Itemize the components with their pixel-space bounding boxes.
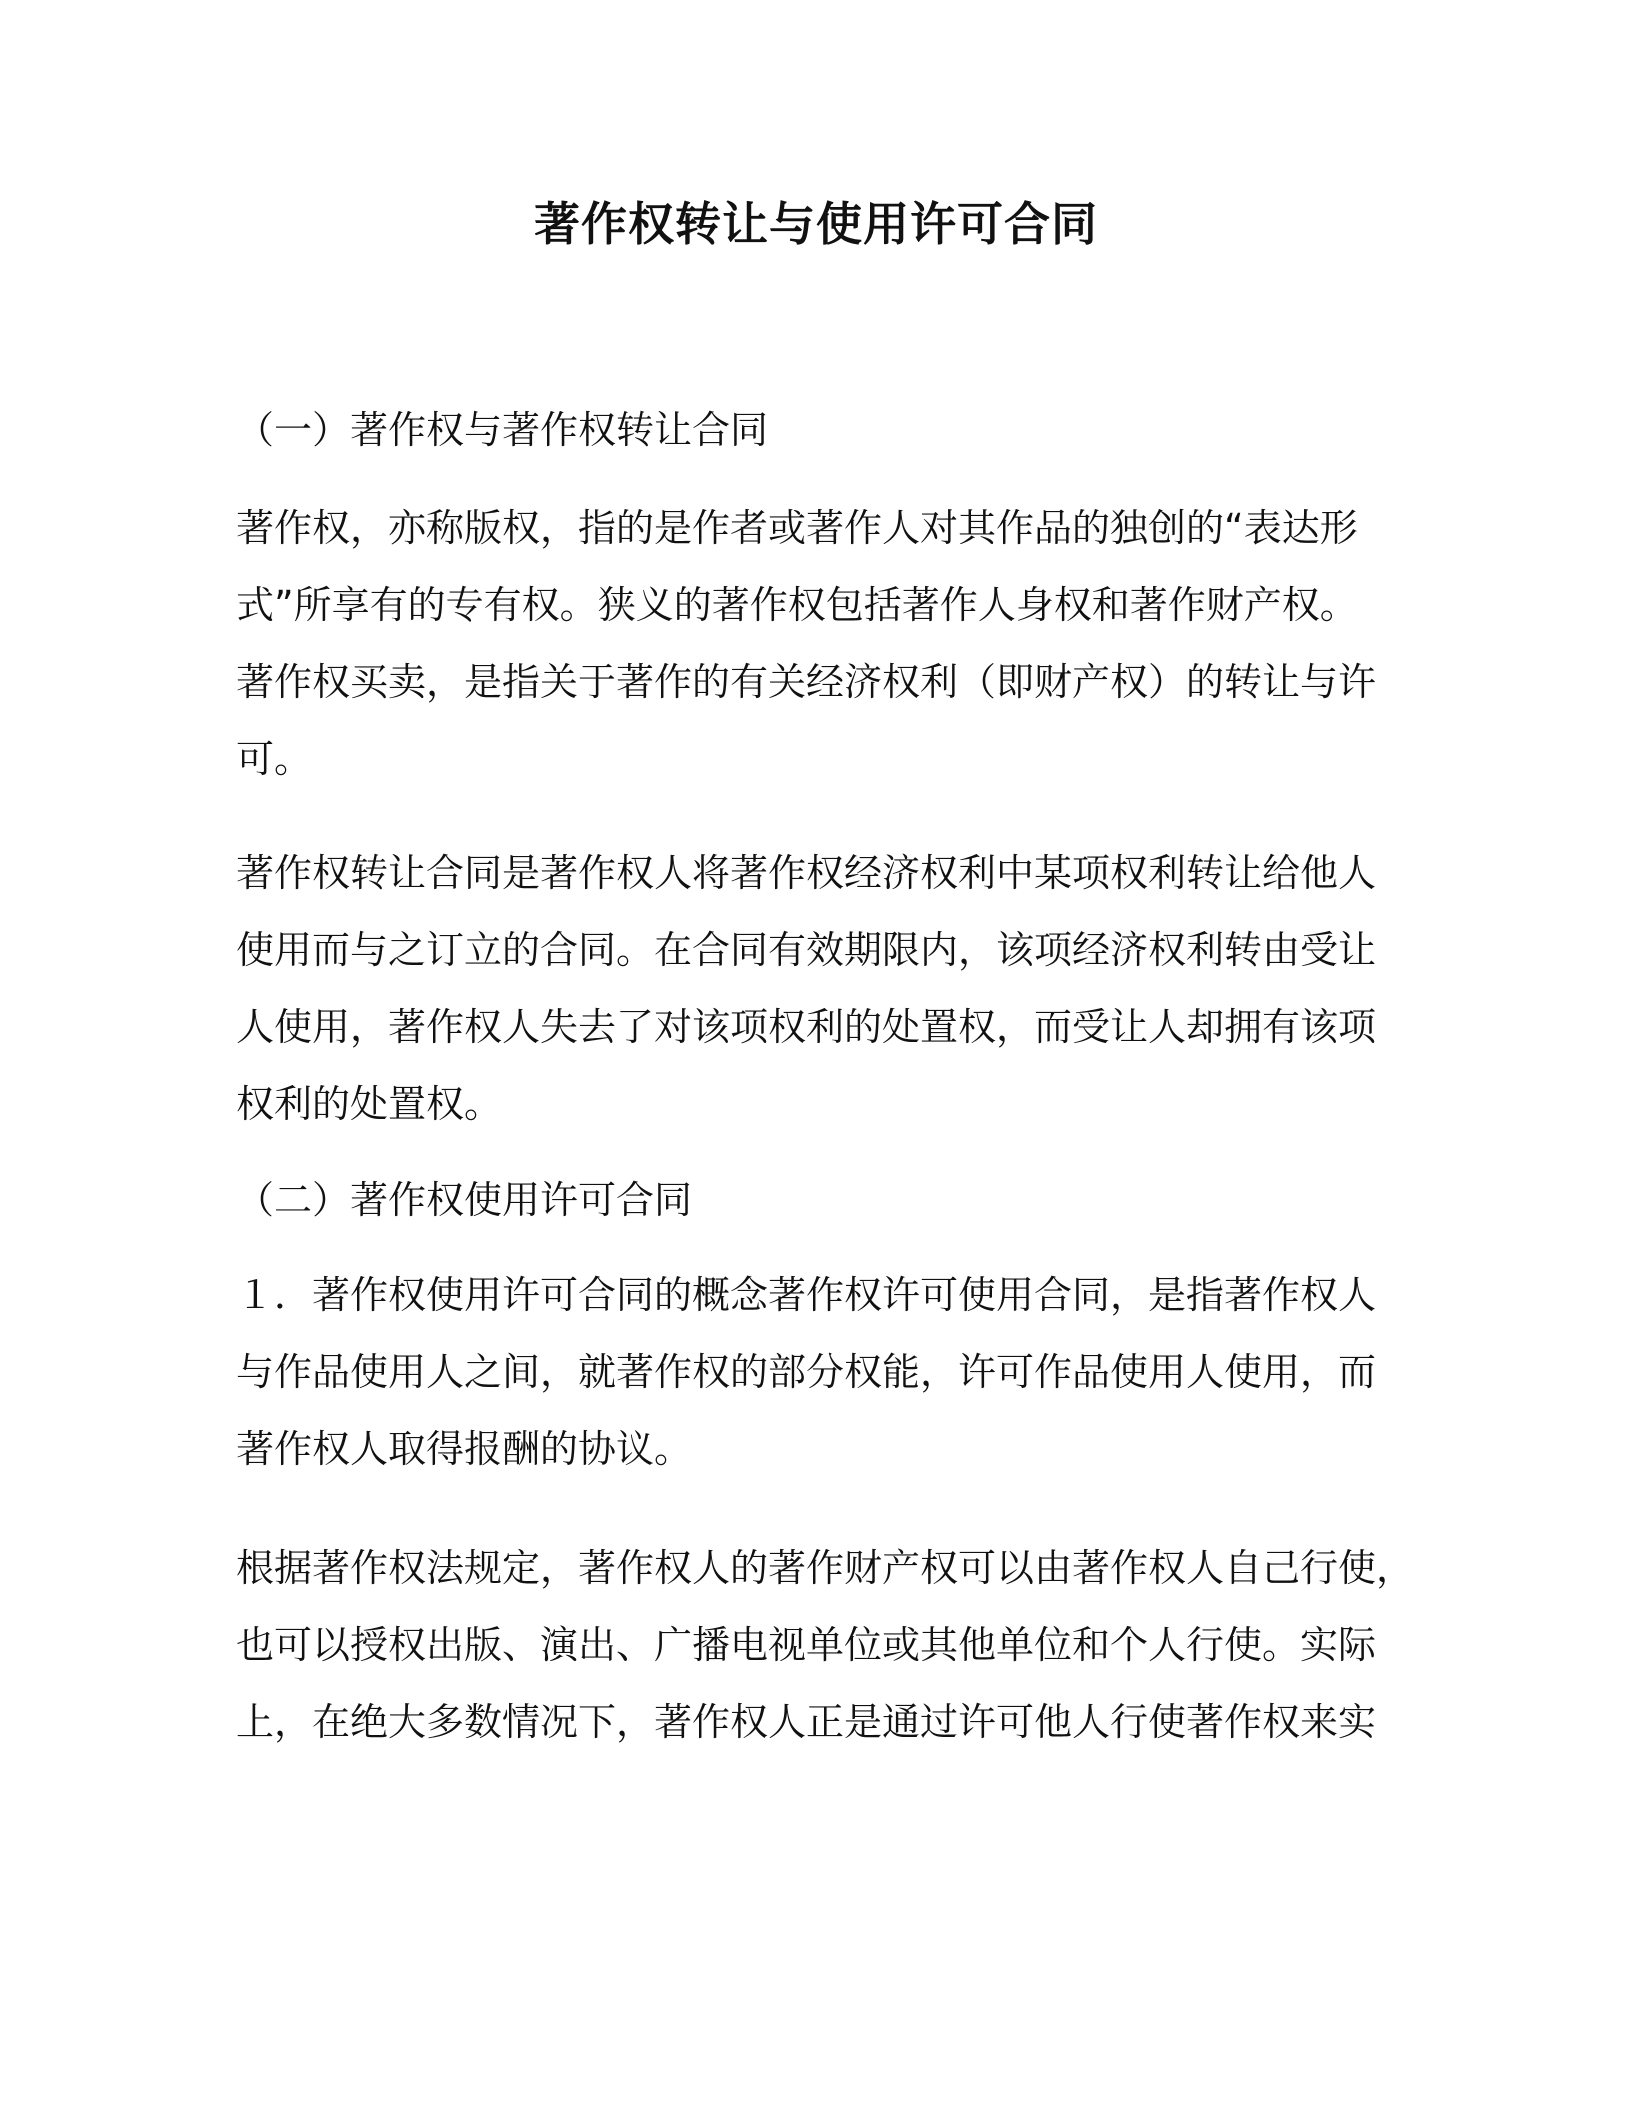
paragraph-line: 著作权转让合同是著作权人将著作权经济权利中某项权利转让给他人: [236, 851, 1377, 895]
paragraph-line: 著作权买卖，是指关于著作的有关经济权利（即财产权）的转让与许: [236, 660, 1377, 704]
paragraph-line: 与作品使用人之间，就著作权的部分权能，许可作品使用人使用，而: [236, 1350, 1377, 1394]
paragraph-line: 可。: [236, 737, 313, 781]
paragraph-line: 著作权，亦称版权，指的是作者或著作人对其作品的独创的“表达形: [236, 506, 1358, 550]
paragraph-2: [236, 835, 1416, 1143]
section-heading-2: （二）著作权使用许可合同: [236, 1178, 693, 1222]
paragraph-1: [236, 490, 1416, 798]
document-title: 著作权转让与使用许可合同: [534, 197, 1098, 251]
paragraph-line: 根据著作权法规定，著作权人的著作财产权可以由著作权人自己行使，: [236, 1546, 1415, 1590]
paragraph-line: １．著作权使用许可合同的概念著作权许可使用合同，是指著作权人: [236, 1273, 1377, 1317]
paragraph-line: 式”所享有的专有权。狭义的著作权包括著作人身权和著作财产权。: [236, 583, 1358, 627]
paragraph-line: 著作权人取得报酬的协议。: [236, 1427, 693, 1471]
paragraph-line: 使用而与之订立的合同。在合同有效期限内，该项经济权利转由受让: [236, 928, 1377, 972]
paragraph-line: 权利的处置权。: [236, 1082, 503, 1126]
paragraph-3: [236, 1257, 1416, 1488]
paragraph-4: [236, 1530, 1416, 1761]
paragraph-line: 也可以授权出版、演出、广播电视单位或其他单位和个人行使。实际: [236, 1623, 1377, 1667]
section-heading-1: （一）著作权与著作权转让合同: [236, 408, 769, 452]
paragraph-line: 人使用，著作权人失去了对该项权利的处置权，而受让人却拥有该项: [236, 1005, 1377, 1049]
paragraph-line: 上，在绝大多数情况下，著作权人正是通过许可他人行使著作权来实: [236, 1700, 1377, 1744]
